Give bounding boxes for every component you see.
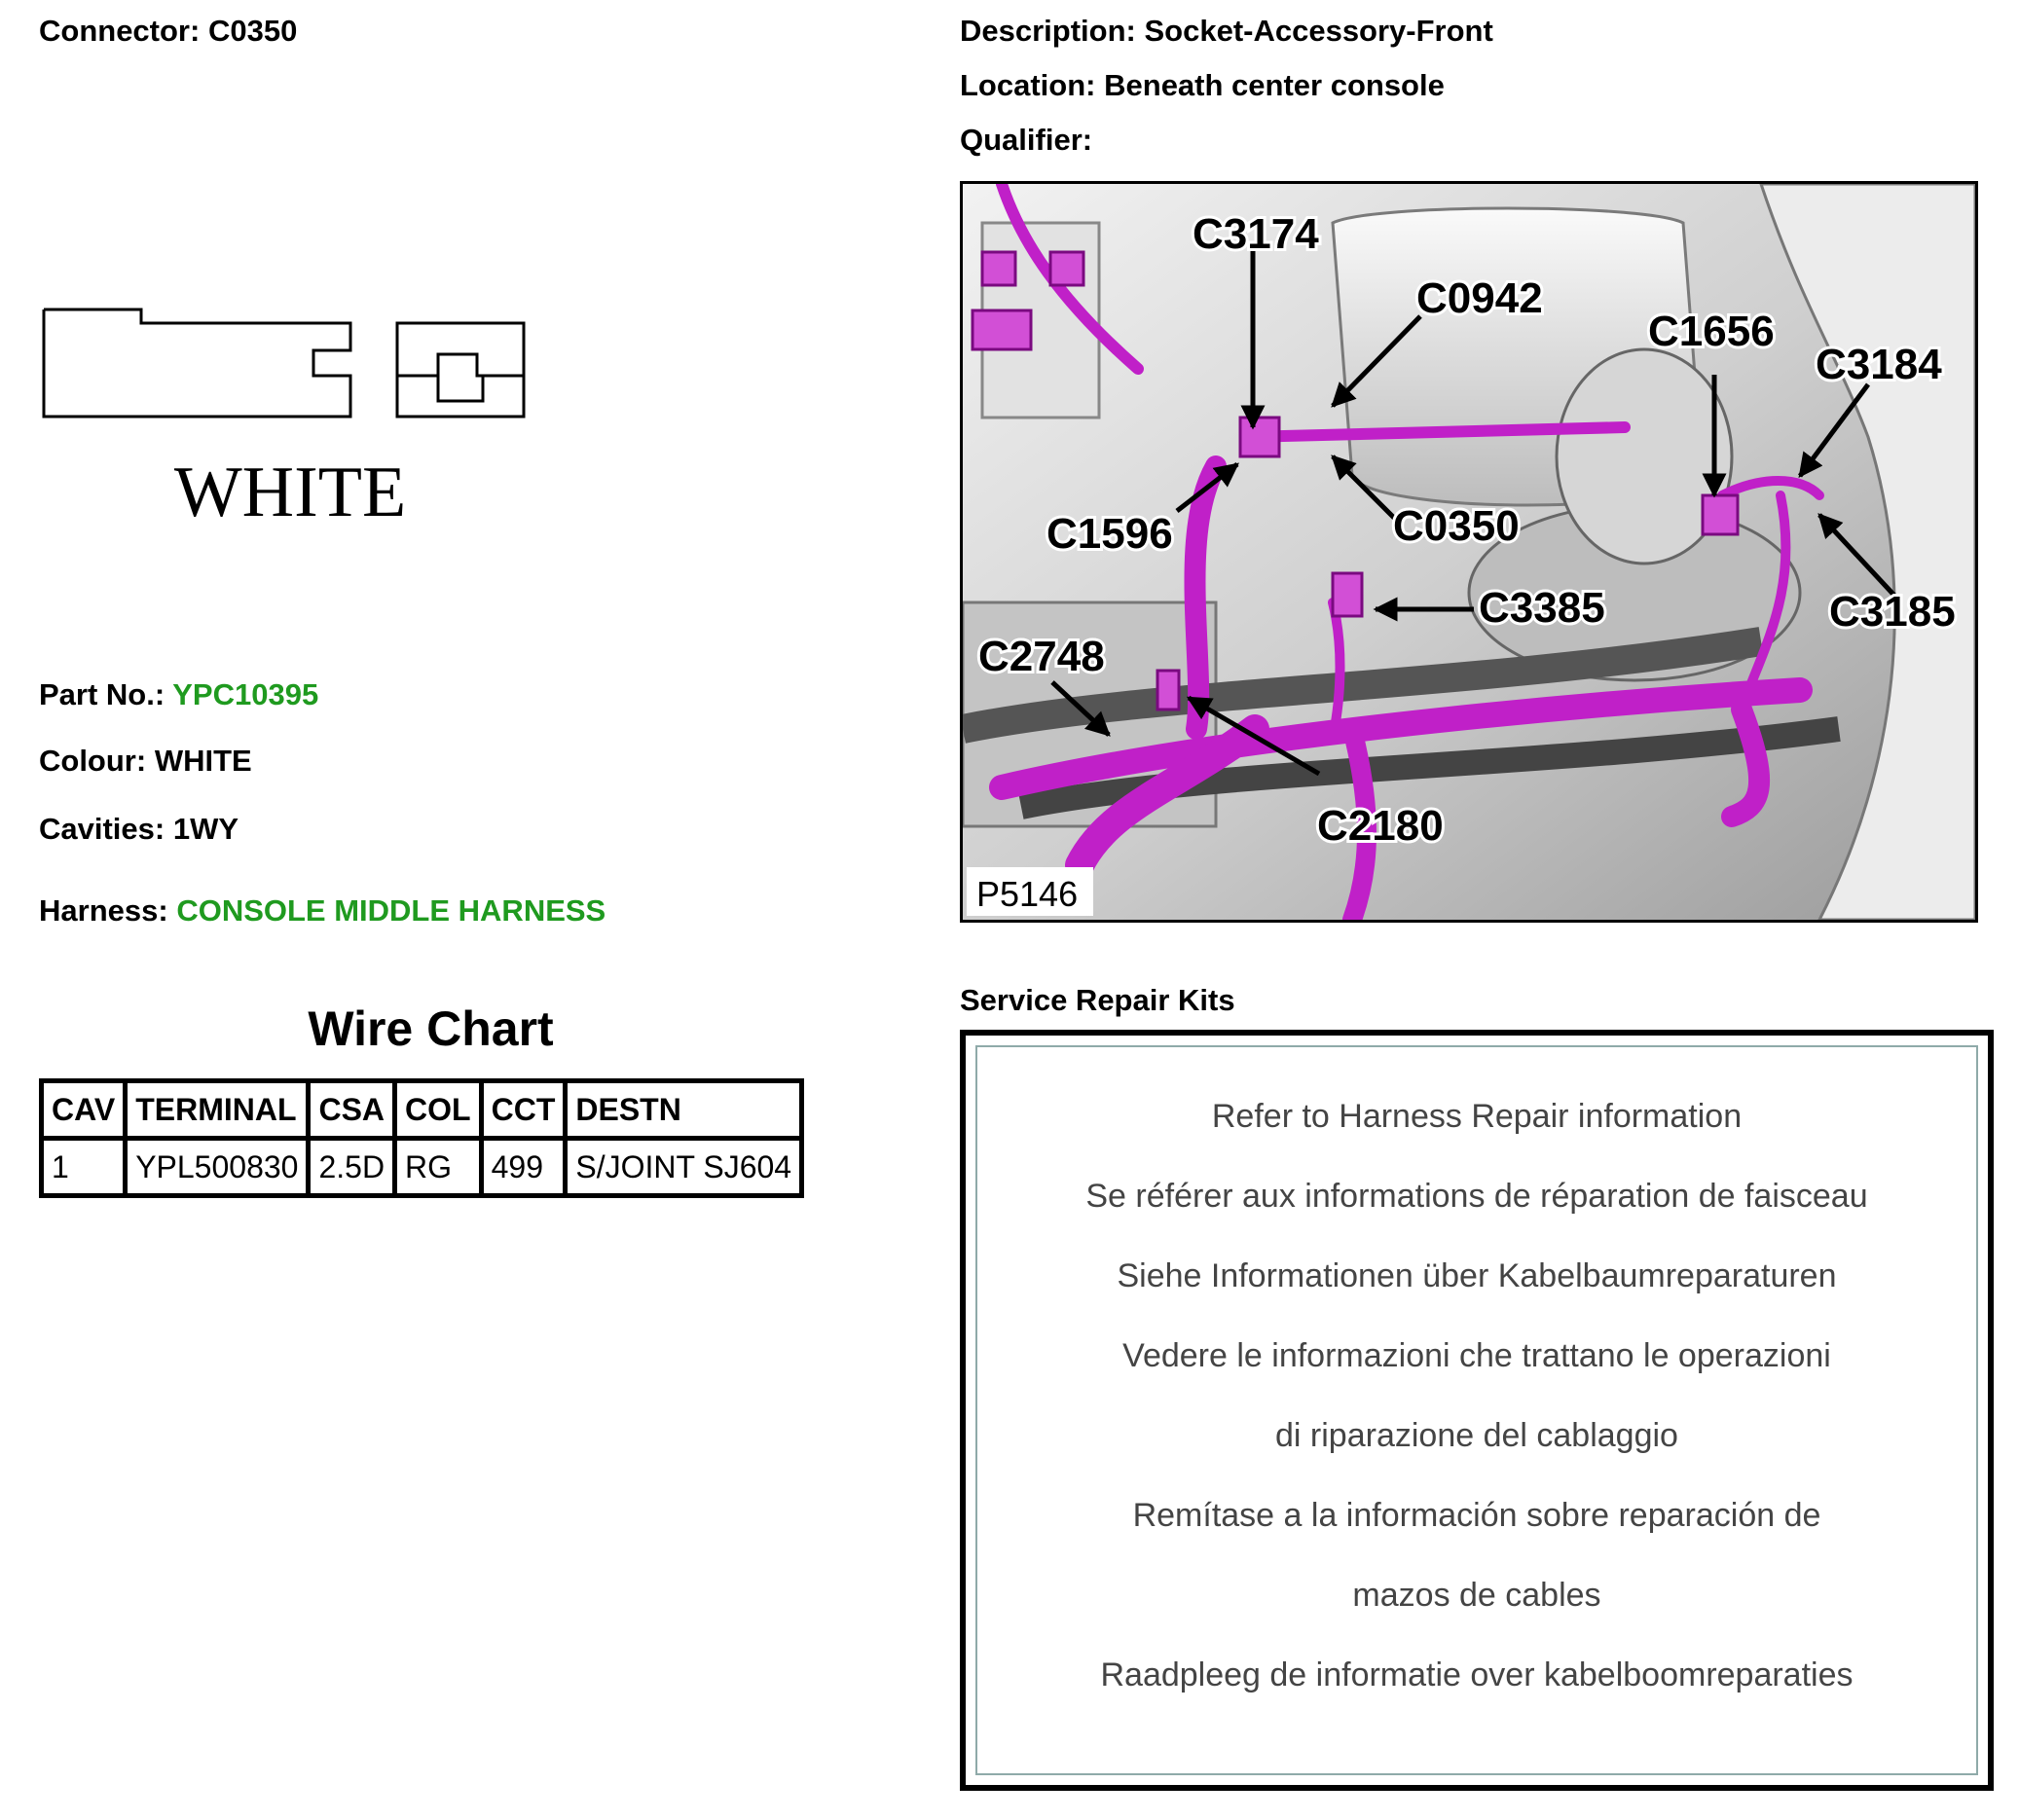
callout-c0942: C0942 bbox=[1416, 274, 1543, 322]
wire-chart-table bbox=[39, 1078, 804, 1198]
service-repair-kits-title: Service Repair Kits bbox=[960, 983, 1235, 1017]
colour-label: Colour: bbox=[39, 744, 147, 778]
location-label: Location: bbox=[960, 68, 1096, 102]
col-csa: CSA bbox=[309, 1081, 395, 1139]
callout-c3184: C3184 bbox=[1816, 341, 1942, 388]
col-terminal: TERMINAL bbox=[126, 1081, 309, 1139]
part-no-value: YPC10395 bbox=[172, 677, 319, 711]
table-row bbox=[42, 1139, 802, 1196]
harness bbox=[39, 893, 606, 928]
connector-block bbox=[973, 310, 1031, 349]
callout-c3385: C3385 bbox=[1479, 584, 1605, 632]
description-label: Description: bbox=[960, 14, 1136, 48]
description bbox=[960, 14, 1493, 49]
connector-block bbox=[1703, 495, 1738, 534]
kit-line-nl: Raadpleeg de informatie over kabelboomreparaties bbox=[1100, 1656, 1854, 1693]
connector-block bbox=[1050, 252, 1083, 285]
kit-line-de: Siehe Informationen über Kabelbaumreparaturen bbox=[1117, 1257, 1837, 1294]
connector-value: C0350 bbox=[207, 14, 298, 48]
harness-illustration bbox=[963, 184, 1975, 920]
kit-line-es-1: Remítase a la información sobre reparación de bbox=[1132, 1497, 1821, 1534]
kit-line-it-1: Vedere le informazioni che trattano le operazioni bbox=[1122, 1337, 1831, 1374]
connector-label: Connector: bbox=[39, 14, 201, 48]
connector-block bbox=[1157, 671, 1179, 710]
cell-cav: 1 bbox=[42, 1139, 126, 1196]
cell-destn: S/JOINT SJ604 bbox=[566, 1139, 802, 1196]
image-ref: P5146 bbox=[976, 874, 1079, 914]
description-value: Socket-Accessory-Front bbox=[1144, 14, 1493, 48]
cavities-label: Cavities: bbox=[39, 812, 165, 846]
location-value: Beneath center console bbox=[1104, 68, 1445, 102]
cell-csa: 2.5D bbox=[309, 1139, 395, 1196]
connector-block bbox=[1333, 573, 1362, 616]
cell-cct: 499 bbox=[481, 1139, 566, 1196]
col-col: COL bbox=[395, 1081, 482, 1139]
col-cct: CCT bbox=[481, 1081, 566, 1139]
wire-chart-header-row bbox=[42, 1081, 802, 1139]
col-destn: DESTN bbox=[566, 1081, 802, 1139]
kit-line-fr: Se référer aux informations de réparation de faisceau bbox=[1085, 1178, 1868, 1215]
part-no-label: Part No.: bbox=[39, 677, 165, 711]
cell-col: RG bbox=[395, 1139, 482, 1196]
callout-c3185: C3185 bbox=[1829, 588, 1956, 636]
cavities-value: 1WY bbox=[172, 812, 239, 846]
callout-c2180: C2180 bbox=[1317, 802, 1444, 850]
qualifier bbox=[960, 123, 1092, 158]
col-cav: CAV bbox=[42, 1081, 126, 1139]
connector-terminal-box bbox=[397, 323, 524, 417]
location bbox=[960, 68, 1445, 103]
callout-c2748: C2748 bbox=[978, 633, 1105, 680]
colour-value: WHITE bbox=[154, 744, 252, 778]
callout-c1656: C1656 bbox=[1648, 308, 1775, 355]
colour bbox=[39, 744, 252, 779]
kit-line-es-2: mazos de cables bbox=[1352, 1577, 1601, 1614]
callout-c3174: C3174 bbox=[1193, 210, 1319, 258]
kit-line-en: Refer to Harness Repair information bbox=[1211, 1098, 1743, 1135]
connector-key-outline bbox=[397, 354, 524, 376]
connector-colour-text: WHITE bbox=[173, 453, 407, 532]
harness-label: Harness: bbox=[39, 893, 168, 928]
kit-line-it-2: di riparazione del cablaggio bbox=[1275, 1417, 1678, 1454]
service-repair-kits-inner bbox=[975, 1045, 1978, 1775]
callout-c1596: C1596 bbox=[1046, 510, 1173, 558]
cavities bbox=[39, 812, 239, 847]
connector-heading bbox=[39, 14, 297, 49]
wire-chart-title: Wire Chart bbox=[308, 1001, 554, 1056]
location-figure bbox=[960, 181, 1978, 923]
connector-body-outline bbox=[44, 309, 350, 417]
connector-block bbox=[1240, 418, 1279, 456]
connector-face-drawing bbox=[39, 300, 545, 543]
service-repair-kits-box bbox=[960, 1030, 1994, 1791]
harness-value: CONSOLE MIDDLE HARNESS bbox=[176, 893, 606, 928]
part-no bbox=[39, 677, 318, 712]
cell-terminal: YPL500830 bbox=[126, 1139, 309, 1196]
callout-c0350: C0350 bbox=[1393, 502, 1520, 550]
connector-key-slot bbox=[438, 376, 483, 401]
connector-block bbox=[982, 252, 1015, 285]
qualifier-label: Qualifier: bbox=[960, 123, 1093, 157]
